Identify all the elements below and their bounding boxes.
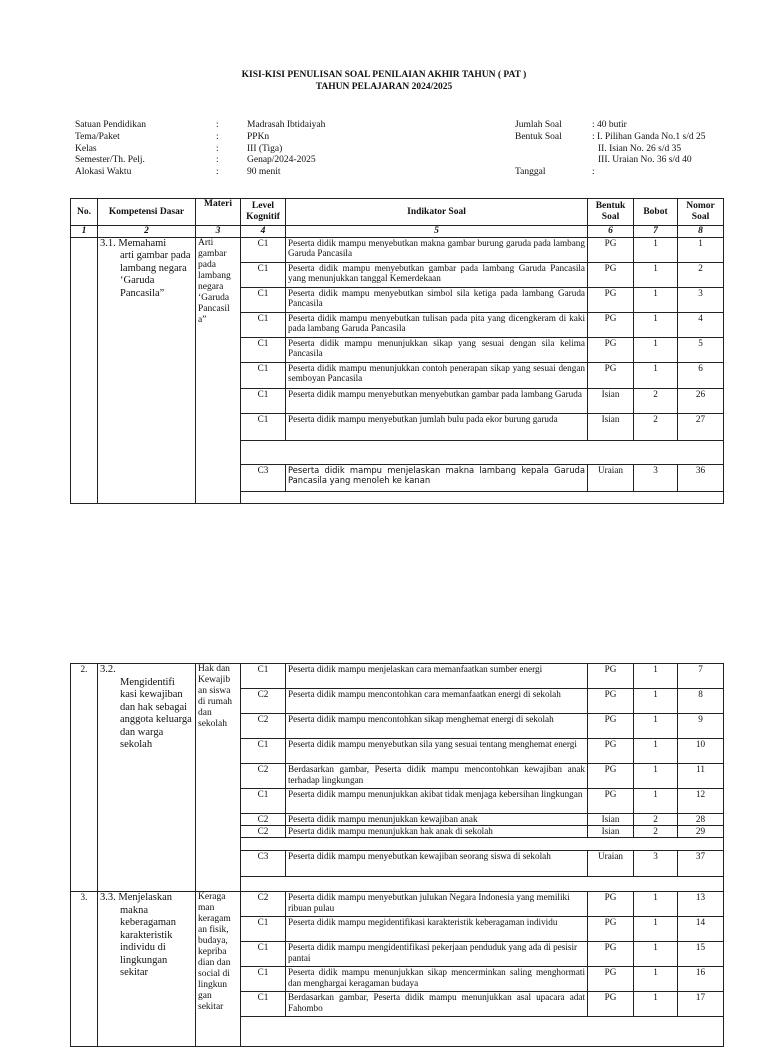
header-indikator: Indikator Soal xyxy=(286,199,588,226)
level-cell: C2 xyxy=(241,892,286,917)
header-nomor: Nomor Soal xyxy=(678,199,724,226)
bobot-cell: 1 xyxy=(634,942,678,967)
nomor-cell: 12 xyxy=(678,789,724,814)
bentuk-cell: PG xyxy=(588,237,634,262)
kd-text: makna keberagaman karakteristik individu di lingkungan sekitar xyxy=(120,904,176,978)
info-label: Tema/Paket xyxy=(75,131,120,142)
nomor-cell: 15 xyxy=(678,942,724,967)
bentuk-cell: PG xyxy=(588,664,634,689)
bobot-cell: 2 xyxy=(634,814,678,826)
info-right-labels xyxy=(515,120,562,179)
bobot-cell: 1 xyxy=(634,237,678,262)
bentuk-cell: Isian xyxy=(588,826,634,838)
bobot-cell: 1 xyxy=(634,664,678,689)
indikator-cell: Peserta didik mampu menyebutkan tulisan pada pita yang dicengkeram di kaki pada lambang Garuda Pancasila xyxy=(286,312,588,337)
nomor-cell: 5 xyxy=(678,337,724,362)
indikator-cell: Peserta didik mampu menunjukkan kewajiban anak xyxy=(286,814,588,826)
bobot-cell: 1 xyxy=(634,337,678,362)
info-label: Kelas xyxy=(75,143,97,154)
indikator-cell: Peserta didik mampu menyebutkan sila yang sesuai tentang menghemat energi xyxy=(286,739,588,764)
bobot-cell: 1 xyxy=(634,287,678,312)
header-bentuk: Bentuk Soal xyxy=(588,199,634,226)
indikator-cell: Peserta didik mampu menyebutkan menyebutkan gambar pada lambang Garuda xyxy=(286,388,588,413)
kd-code: 3.2. xyxy=(100,664,116,675)
column-number: 5 xyxy=(286,226,588,238)
bobot-cell: 1 xyxy=(634,689,678,714)
indikator-cell: Berdasarkan gambar, Peserta didik mampu menunjukkan asal upacara adat Fahombo xyxy=(286,992,588,1017)
bobot-cell: 2 xyxy=(634,826,678,838)
indikator-cell: Peserta didik mampu mengidentifikasi pekerjaan penduduk yang ada di pesisir pantai xyxy=(286,942,588,967)
kd-code: 3.1. Memahami xyxy=(100,237,167,249)
table-row xyxy=(71,892,724,917)
column-number: 4 xyxy=(241,226,286,238)
info-label: Jumlah Soal xyxy=(515,120,562,130)
bobot-cell: 1 xyxy=(634,917,678,942)
bobot-cell: 1 xyxy=(634,739,678,764)
nomor-cell: 29 xyxy=(678,826,724,838)
info-colon: : xyxy=(216,155,219,166)
level-cell: C1 xyxy=(241,664,286,689)
bentuk-cell: PG xyxy=(588,337,634,362)
info-label: Satuan Pendidikan xyxy=(75,120,146,130)
level-cell: C1 xyxy=(241,262,286,287)
bentuk-cell: Isian xyxy=(588,388,634,413)
level-cell: C2 xyxy=(241,714,286,739)
nomor-cell: 13 xyxy=(678,892,724,917)
info-colon: : xyxy=(216,167,219,178)
level-cell: C1 xyxy=(241,388,286,413)
indikator-cell: Peserta didik mampu mencontohkan cara memanfaatkan energi di sekolah xyxy=(286,689,588,714)
indikator-cell: Peserta didik mampu menyebutkan kewajiban seorang siswa di sekolah xyxy=(286,851,588,877)
header-materi: Materi xyxy=(196,199,241,226)
column-number: 6 xyxy=(588,226,634,238)
bobot-cell: 1 xyxy=(634,764,678,789)
bentuk-cell: Isian xyxy=(588,814,634,826)
bentuk-cell: PG xyxy=(588,739,634,764)
row-number: 2. xyxy=(71,664,98,892)
info-colon: : xyxy=(216,131,219,142)
header-level: Level Kognitif xyxy=(241,199,286,226)
nomor-cell: 10 xyxy=(678,739,724,764)
level-cell: C1 xyxy=(241,287,286,312)
nomor-cell: 26 xyxy=(678,388,724,413)
nomor-cell: 27 xyxy=(678,413,724,440)
nomor-cell: 14 xyxy=(678,917,724,942)
bentuk-cell: Isian xyxy=(588,413,634,440)
bobot-cell: 1 xyxy=(634,714,678,739)
column-number: 1 xyxy=(71,226,98,238)
indikator-cell: Peserta didik mampu menunjukkan sikap mencerminkan saling menghormati dan menghargai keragaman budaya xyxy=(286,967,588,992)
nomor-cell: 11 xyxy=(678,764,724,789)
kd-code: 3.3. Menjelaskan xyxy=(100,892,173,903)
nomor-cell: 2 xyxy=(678,262,724,287)
kd-cell xyxy=(98,237,196,503)
level-cell: C1 xyxy=(241,337,286,362)
kisi-table-1 xyxy=(70,198,724,504)
materi-cell: Keraga man keragam an fisik, budaya, kepriba dian dan social di lingkun gan sekitar xyxy=(196,892,241,1047)
bentuk-cell: PG xyxy=(588,262,634,287)
nomor-cell: 16 xyxy=(678,967,724,992)
kd-text: Mengidentifi kasi kewajiban dan hak sebagai anggota keluarga dan warga sekolah xyxy=(120,676,192,750)
bentuk-cell: Uraian xyxy=(588,851,634,877)
info-colon: : xyxy=(216,120,219,130)
header-no: No. xyxy=(71,199,98,226)
row-number: 3. xyxy=(71,892,98,1047)
kisi-table-2 xyxy=(70,663,724,1047)
bobot-cell: 2 xyxy=(634,413,678,440)
bobot-cell: 1 xyxy=(634,789,678,814)
indikator-cell: Peserta didik mampu menjelaskan cara memanfaatkan sumber energi xyxy=(286,664,588,689)
bentuk-cell: Uraian xyxy=(588,464,634,491)
bentuk-cell: PG xyxy=(588,362,634,388)
bentuk-cell: PG xyxy=(588,764,634,789)
level-cell: C1 xyxy=(241,917,286,942)
indikator-cell: Peserta didik mampu menjelaskan makna lambang kepala Garuda Pancasila yang menoleh ke kanan xyxy=(286,464,588,491)
bobot-cell: 1 xyxy=(634,362,678,388)
nomor-cell: 17 xyxy=(678,992,724,1017)
nomor-cell: 4 xyxy=(678,312,724,337)
indikator-cell: Peserta didik mampu menyebutkan julukan Negara Indonesia yang memiliki ribuan pulau xyxy=(286,892,588,917)
level-cell: C2 xyxy=(241,764,286,789)
kd-text: arti gambar pada lambang negara ‘Garuda Pancasila” xyxy=(120,250,191,299)
column-number: 2 xyxy=(98,226,196,238)
nomor-cell: 8 xyxy=(678,689,724,714)
info-left-values xyxy=(247,120,325,179)
info-value: : I. Pilihan Ganda No.1 s/d 25 xyxy=(592,131,706,142)
document-title: KISI-KISI PENULISAN SOAL PENILAIAN AKHIR TAHUN ( PAT ) xyxy=(241,70,527,80)
indikator-cell: Peserta didik mampu menyebutkan jumlah bulu pada ekor burung garuda xyxy=(286,413,588,440)
info-label: Tanggal xyxy=(515,167,546,178)
table-row xyxy=(71,664,724,689)
nomor-cell: 28 xyxy=(678,814,724,826)
info-value: : xyxy=(592,167,595,178)
indikator-cell: Peserta didik mampu menunjukkan hak anak di sekolah xyxy=(286,826,588,838)
header-bobot: Bobot xyxy=(634,199,678,226)
info-label: Bentuk Soal xyxy=(515,131,562,142)
info-value: III. Uraian No. 36 s/d 40 xyxy=(598,155,692,166)
nomor-cell: 1 xyxy=(678,237,724,262)
indikator-cell: Peserta didik mampu menyebutkan makna gambar burung garuda pada lambang Garuda Pancasila xyxy=(286,237,588,262)
nomor-cell: 36 xyxy=(678,464,724,491)
nomor-cell: 7 xyxy=(678,664,724,689)
info-value: : 40 butir xyxy=(592,120,627,130)
indikator-cell: Peserta didik mampu menunjukkan contoh penerapan sikap yang sesuai dengan semboyan Pancasila xyxy=(286,362,588,388)
indikator-cell: Peserta didik mampu menunjukkan sikap yang sesuai dengan sila kelima Pancasila xyxy=(286,337,588,362)
bobot-cell: 1 xyxy=(634,892,678,917)
materi-cell: Hak dan Kewajib an siswa di rumah dan sekolah xyxy=(196,664,241,892)
header-kd: Kompetensi Dasar xyxy=(98,199,196,226)
level-cell: C2 xyxy=(241,826,286,838)
indikator-cell: Peserta didik mampu mencontohkan sikap menghemat energi di sekolah xyxy=(286,714,588,739)
info-value: II. Isian No. 26 s/d 35 xyxy=(598,143,682,154)
bentuk-cell: PG xyxy=(588,892,634,917)
column-number: 7 xyxy=(634,226,678,238)
indikator-cell: Peserta didik mampu megidentifikasi karakteristik keberagaman individu xyxy=(286,917,588,942)
column-number: 3 xyxy=(196,226,241,238)
bentuk-cell: PG xyxy=(588,789,634,814)
nomor-cell: 9 xyxy=(678,714,724,739)
info-right-values xyxy=(592,120,705,179)
level-cell: C1 xyxy=(241,967,286,992)
bentuk-cell: PG xyxy=(588,942,634,967)
level-cell: C1 xyxy=(241,312,286,337)
info-value: Genap/2024-2025 xyxy=(247,155,316,166)
info-value: 90 menit xyxy=(247,167,281,178)
info-label: Alokasi Waktu xyxy=(75,167,132,178)
level-cell: C1 xyxy=(241,789,286,814)
level-cell: C1 xyxy=(241,739,286,764)
nomor-cell: 6 xyxy=(678,362,724,388)
indikator-cell: Peserta didik mampu menyebutkan gambar pada lambang Garuda Pancasila yang menunjukkan tanggal Kemerdekaan xyxy=(286,262,588,287)
document-subtitle: TAHUN PELAJARAN 2024/2025 xyxy=(315,82,453,92)
bobot-cell: 1 xyxy=(634,967,678,992)
info-value: Madrasah Ibtidaiyah xyxy=(247,120,326,130)
kd-cell xyxy=(98,892,196,1047)
level-cell: C3 xyxy=(241,464,286,491)
info-value: III (Tiga) xyxy=(247,143,283,154)
bentuk-cell: PG xyxy=(588,714,634,739)
level-cell: C1 xyxy=(241,237,286,262)
kd-cell xyxy=(98,664,196,892)
bobot-cell: 3 xyxy=(634,851,678,877)
bentuk-cell: PG xyxy=(588,967,634,992)
level-cell: C1 xyxy=(241,942,286,967)
level-cell: C1 xyxy=(241,992,286,1017)
level-cell: C1 xyxy=(241,362,286,388)
info-value: PPKn xyxy=(247,131,270,142)
bentuk-cell: PG xyxy=(588,689,634,714)
bentuk-cell: PG xyxy=(588,992,634,1017)
indikator-cell: Peserta didik mampu menunjukkan akibat tidak menjaga kebersihan lingkungan xyxy=(286,789,588,814)
info-colon: : xyxy=(216,143,219,154)
bobot-cell: 2 xyxy=(634,388,678,413)
bobot-cell: 1 xyxy=(634,262,678,287)
column-number: 8 xyxy=(678,226,724,238)
bentuk-cell: PG xyxy=(588,917,634,942)
nomor-cell: 37 xyxy=(678,851,724,877)
bobot-cell: 3 xyxy=(634,464,678,491)
materi-cell: Arti gambar pada lambang negara ‘Garuda Pancasil a” xyxy=(196,237,241,503)
info-left-colons xyxy=(216,120,219,179)
indikator-cell: Berdasarkan gambar, Peserta didik mampu mencontohkan kewajiban anak terhadap lingkungan xyxy=(286,764,588,789)
level-cell: C3 xyxy=(241,851,286,877)
bentuk-cell: PG xyxy=(588,287,634,312)
nomor-cell: 3 xyxy=(678,287,724,312)
table-row xyxy=(71,237,724,262)
info-left-labels xyxy=(75,120,146,179)
level-cell: C2 xyxy=(241,814,286,826)
info-label: Semester/Th. Pelj. xyxy=(75,155,145,166)
indikator-cell: Peserta didik mampu menyebutkan simbol sila ketiga pada lambang Garuda Pancasila xyxy=(286,287,588,312)
bobot-cell: 1 xyxy=(634,312,678,337)
level-cell: C2 xyxy=(241,689,286,714)
bentuk-cell: PG xyxy=(588,312,634,337)
bobot-cell: 1 xyxy=(634,992,678,1017)
level-cell: C1 xyxy=(241,413,286,440)
